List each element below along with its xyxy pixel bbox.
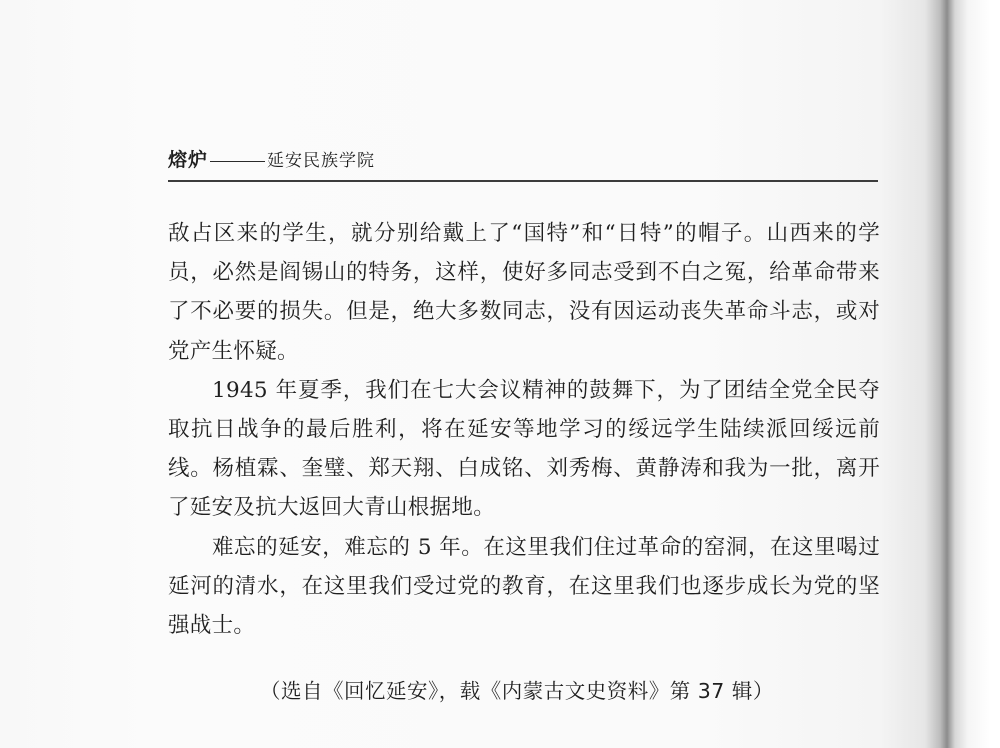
running-header xyxy=(168,148,878,182)
header-title: 熔炉 xyxy=(168,149,209,171)
header-dash xyxy=(210,161,265,162)
source-citation: （选自《回忆延安》，载《内蒙古文史资料》第 37 辑） xyxy=(260,679,774,703)
header-subtitle: 延安民族学院 xyxy=(267,151,376,171)
paragraph-unforgettable-yanan: 难忘的延安，难忘的 5 年。在这里我们住过革命的窑洞，在这里喝过延河的清水，在这里我们受过党的教育，在这里我们也逐步成长为党的坚强战士。 xyxy=(168,534,880,639)
body-text xyxy=(168,214,880,645)
paragraph-continuation: 敌占区来的学生，就分别给戴上了“国特”和“日特”的帽子。山西来的学员，必然是阎锡山的特务，这样，使好多同志受到不白之冤，给革命带来了不必要的损失。但是，绝大多数同志，没有因运动丧失革命斗志，或对党产生怀疑。 xyxy=(168,221,880,364)
paragraph-1945-summer: 1945 年夏季，我们在七大会议精神的鼓舞下，为了团结全党全民夺取抗日战争的最后胜利，将在延安等地学习的绥远学生陆续派回绥远前线。杨植霖、奎璧、郑天翔、白成铭、刘秀梅、黄静涛和我为一批，离开了延安及抗大返回大青山根据地。 xyxy=(168,377,880,521)
